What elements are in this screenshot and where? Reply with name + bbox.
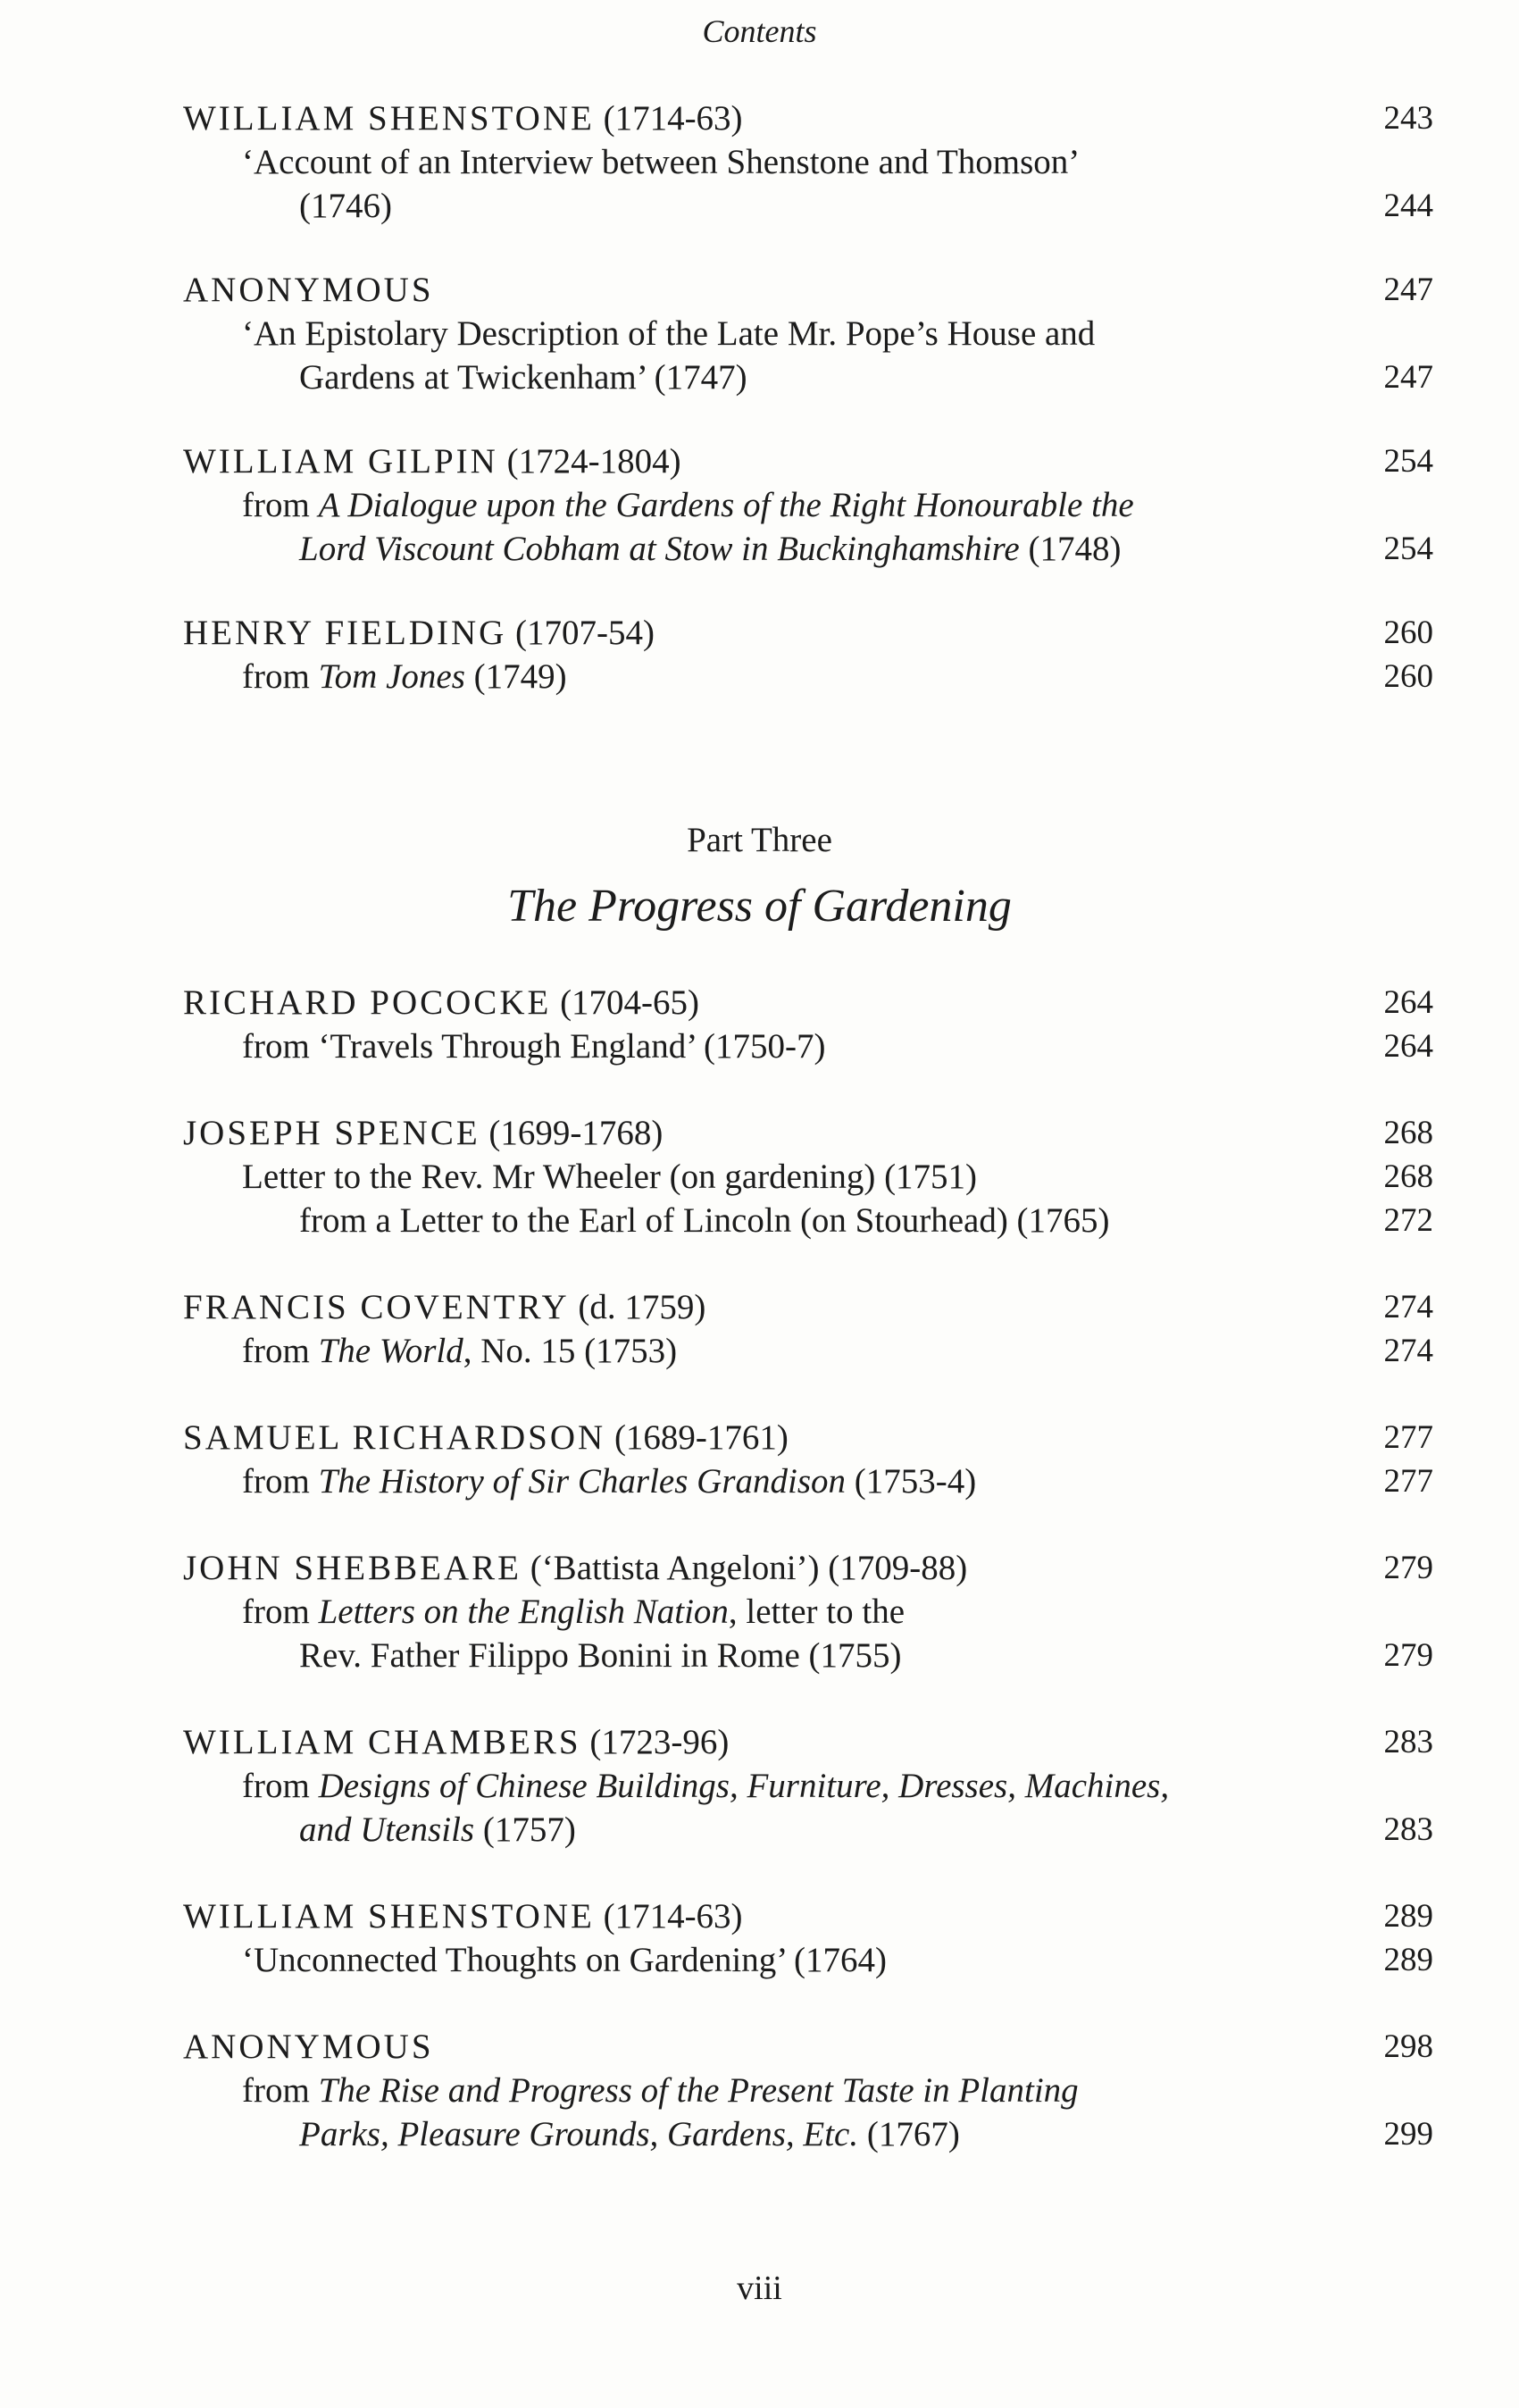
page-number: 260 [1383, 615, 1433, 651]
page-number: 298 [1383, 2028, 1433, 2065]
toc-entry [183, 1111, 1433, 1242]
toc-work-line [183, 1764, 1433, 1808]
author-dates: (1714-63) [603, 1897, 743, 1936]
work-title: ‘Account of an Interview between Shenstone and Thomson’ [242, 143, 1081, 181]
page-number: 279 [1383, 1550, 1433, 1586]
page-number: 283 [1383, 1811, 1433, 1848]
toc-work-line [183, 527, 1433, 571]
page-number: 254 [1383, 443, 1433, 480]
toc-part-two [183, 96, 1433, 698]
page-number: 268 [1383, 1115, 1433, 1151]
toc-entry [183, 1720, 1433, 1852]
author-name: HENRY FIELDING [183, 614, 507, 652]
work-title: (1746) [299, 187, 392, 225]
work-title-italic: Designs of Chinese Buildings, Furniture, Dresses, Machines, [318, 1767, 1170, 1805]
work-title: Gardens at Twickenham’ (1747) [299, 358, 747, 397]
toc-work-line [183, 655, 1433, 698]
toc-work-line [183, 1808, 1433, 1852]
work-title-italic: Parks, Pleasure Grounds, Gardens, Etc. [299, 2115, 859, 2153]
work-prefix: from [242, 2071, 319, 2110]
author-dates: (‘Battista Angeloni’) (1709-88) [530, 1549, 968, 1587]
toc-entry-heading [183, 268, 1433, 312]
work-title: from a Letter to the Earl of Lincoln (on Stourhead) (1765) [299, 1201, 1110, 1240]
toc-work-line [183, 355, 1433, 399]
toc-work-line [183, 1590, 1433, 1634]
page-number: 274 [1383, 1333, 1433, 1369]
author-dates: (1699-1768) [488, 1114, 664, 1152]
work-title: Letter to the Rev. Mr Wheeler (on gardening) (1751) [242, 1158, 978, 1196]
page-number: 277 [1383, 1419, 1433, 1456]
toc-entry-heading [183, 1894, 1433, 1938]
author-name: JOHN SHEBBEARE [183, 1549, 522, 1587]
toc-entry-heading [183, 981, 1433, 1024]
page-number: 247 [1383, 359, 1433, 396]
work-title: ‘Unconnected Thoughts on Gardening’ (1764) [242, 1941, 888, 1979]
author-dates: (1689-1761) [613, 1418, 789, 1457]
running-head: Contents [702, 13, 817, 49]
author-name: WILLIAM SHENSTONE [183, 99, 595, 138]
work-suffix: (1757) [474, 1810, 576, 1849]
page-number: 260 [1383, 658, 1433, 695]
toc-work-line [183, 483, 1433, 527]
work-title: ‘An Epistolary Description of the Late Mr. Pope’s House and [242, 314, 1096, 353]
page-number: 254 [1383, 531, 1433, 567]
page-number: 299 [1383, 2116, 1433, 2153]
page-number: 272 [1383, 1202, 1433, 1239]
work-prefix: from [242, 1462, 319, 1501]
work-title-italic: The Rise and Progress of the Present Taste in Planting [318, 2071, 1079, 2110]
toc-entry [183, 268, 1433, 399]
page-number: 274 [1383, 1289, 1433, 1325]
page-number: 247 [1383, 272, 1433, 308]
page-number: 283 [1383, 1724, 1433, 1760]
page-number: 279 [1383, 1637, 1433, 1674]
toc-entry [183, 1416, 1433, 1503]
toc-entry [183, 611, 1433, 698]
toc-work-line [183, 1024, 1433, 1068]
toc-entry-heading [183, 439, 1433, 483]
author-name: ANONYMOUS [183, 271, 434, 309]
work-prefix: from [242, 1767, 319, 1805]
author-name: WILLIAM CHAMBERS [183, 1723, 581, 1761]
toc-part-three [183, 981, 1433, 2156]
page-number: 264 [1383, 984, 1433, 1021]
toc-entry-heading [183, 611, 1433, 655]
toc-work-line [183, 1634, 1433, 1677]
work-prefix: from [242, 1593, 319, 1631]
work-title-italic: The World [318, 1332, 463, 1370]
toc-entry [183, 2025, 1433, 2156]
author-name: ANONYMOUS [183, 2028, 434, 2066]
toc-entry [183, 439, 1433, 571]
page-number: 243 [1383, 100, 1433, 137]
author-name: JOSEPH SPENCE [183, 1114, 480, 1152]
toc-entry [183, 1285, 1433, 1373]
work-suffix: , letter to the [728, 1593, 906, 1631]
toc-entry [183, 1894, 1433, 1982]
toc-entry-heading [183, 1720, 1433, 1764]
toc-work-line [183, 1155, 1433, 1199]
work-title: from ‘Travels Through England’ (1750-7) [242, 1027, 826, 1066]
toc-work-line [183, 2112, 1433, 2156]
author-name: RICHARD POCOCKE [183, 983, 552, 1022]
toc-entry-heading [183, 2025, 1433, 2069]
author-dates: (1724-1804) [506, 442, 681, 481]
toc-entry [183, 981, 1433, 1068]
toc-work-line [183, 1329, 1433, 1373]
toc-entry-heading [183, 1285, 1433, 1329]
toc-entry [183, 96, 1433, 228]
work-title: Rev. Father Filippo Bonini in Rome (1755) [299, 1636, 902, 1675]
toc-work-line [183, 1199, 1433, 1242]
page-number: 289 [1383, 1942, 1433, 1978]
author-name: WILLIAM SHENSTONE [183, 1897, 595, 1936]
work-prefix: from [242, 657, 319, 696]
toc-entry-heading [183, 1111, 1433, 1155]
work-suffix: , No. 15 (1753) [463, 1332, 678, 1370]
page-number: 277 [1383, 1463, 1433, 1500]
toc-entry-heading [183, 96, 1433, 140]
work-suffix: (1748) [1019, 530, 1122, 568]
author-dates: (d. 1759) [578, 1288, 706, 1326]
work-prefix: from [242, 486, 319, 524]
work-title-italic: Tom Jones [318, 657, 465, 696]
work-title-italic: Letters on the English Nation [318, 1593, 729, 1631]
toc-work-line [183, 1938, 1433, 1982]
work-title-italic: Lord Viscount Cobham at Stow in Buckinghamshire [299, 530, 1020, 568]
page-number: 264 [1383, 1028, 1433, 1065]
toc-work-line [183, 1459, 1433, 1503]
work-suffix: (1749) [464, 657, 567, 696]
work-title-italic: A Dialogue upon the Gardens of the Right Honourable the [318, 486, 1134, 524]
page-number: 244 [1383, 188, 1433, 224]
page-folio: viii [737, 2270, 782, 2307]
author-dates: (1723-96) [589, 1723, 730, 1761]
work-title-italic: The History of Sir Charles Grandison [318, 1462, 847, 1501]
work-suffix: (1767) [858, 2115, 960, 2153]
toc-entry-heading [183, 1416, 1433, 1459]
page-number: 268 [1383, 1158, 1433, 1195]
page-number: 289 [1383, 1898, 1433, 1935]
toc-work-line [183, 312, 1433, 355]
author-dates: (1707-54) [515, 614, 655, 652]
work-prefix: from [242, 1332, 319, 1370]
work-title-italic: and Utensils [299, 1810, 475, 1849]
toc-work-line [183, 140, 1433, 184]
author-name: WILLIAM GILPIN [183, 442, 498, 481]
toc-entry [183, 1546, 1433, 1677]
part-label: Part Three [687, 821, 832, 859]
toc-work-line [183, 184, 1433, 228]
toc-work-line [183, 2069, 1433, 2112]
author-dates: (1714-63) [603, 99, 743, 138]
author-dates: (1704-65) [560, 983, 700, 1022]
work-suffix: (1753-4) [846, 1462, 977, 1501]
author-name: FRANCIS COVENTRY [183, 1288, 570, 1326]
part-title: The Progress of Gardening [507, 881, 1012, 932]
toc-entry-heading [183, 1546, 1433, 1590]
author-name: SAMUEL RICHARDSON [183, 1418, 606, 1457]
